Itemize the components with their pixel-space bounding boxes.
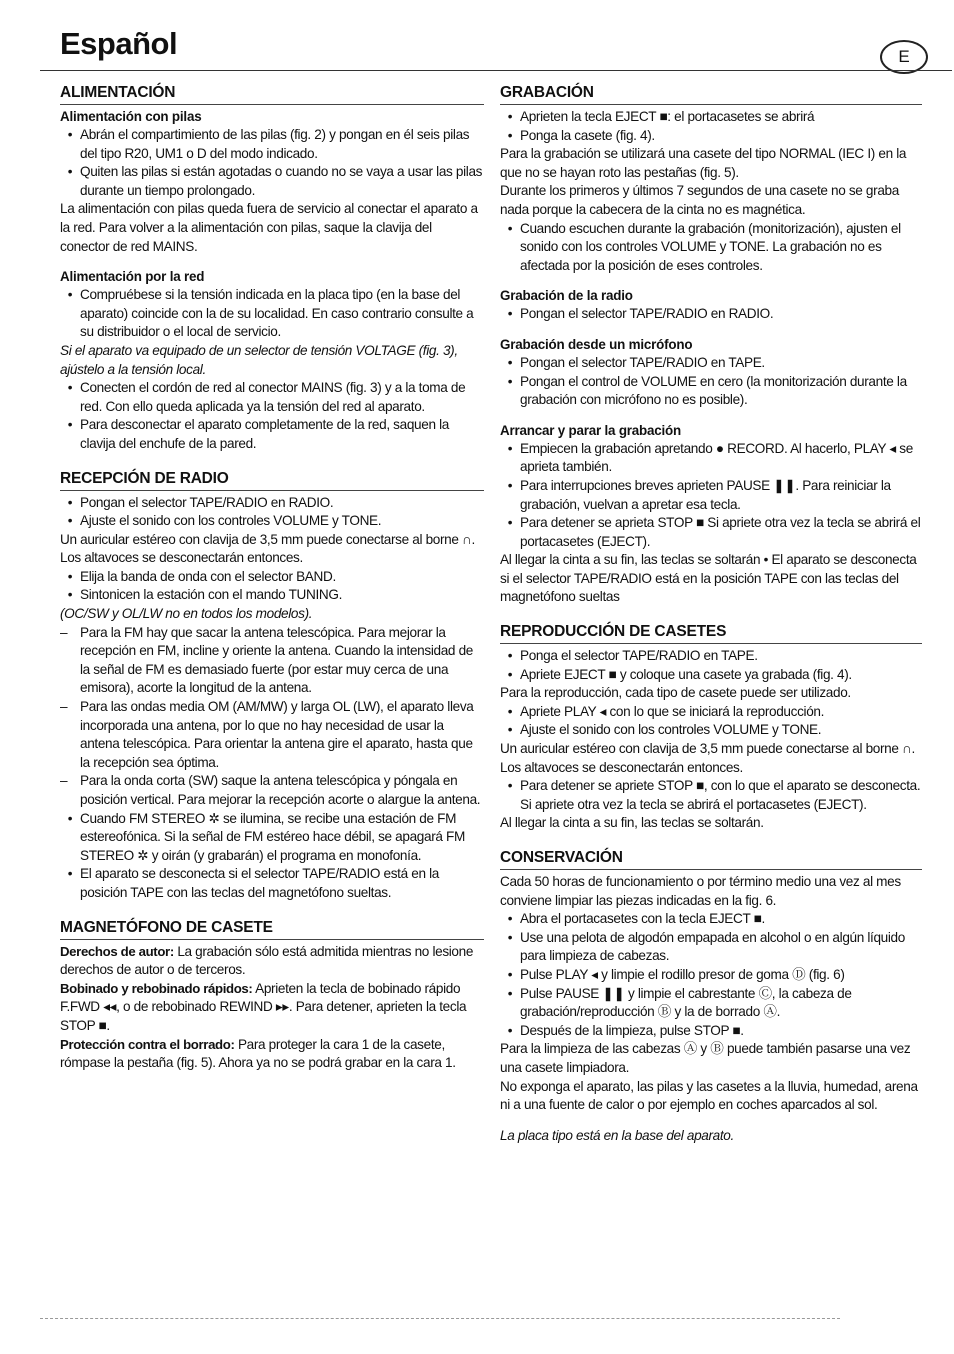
bullet-item: • Pulse PAUSE ❚❚ y limpie el cabrestante Ⓒ, la cabeza de grabación/reproducción Ⓑ y la de borrado Ⓐ.: [500, 985, 922, 1022]
bullet-item: • Abra el portacasetes con la tecla EJECT ■.: [500, 910, 922, 929]
section-grabacion: [500, 82, 922, 607]
language-badge-icon: E: [880, 40, 928, 74]
bullet-item: • Apriete EJECT ■ y coloque una casete ya grabada (fig. 4).: [500, 666, 922, 685]
inline-label: Protección contra el borrado:: [60, 1036, 235, 1052]
bullet-item: • Pongan el control de VOLUME en cero (la monitorización durante la grabación con micrófono no es posible).: [500, 373, 922, 410]
section-magnetofono: [60, 917, 484, 1073]
dash-item: – Para la FM hay que sacar la antena telescópica. Para mejorar la recepción en FM, incline y oriente la antena. Cuando la intensidad de la señal de FM es demasiado fuerte (por estar muy cerca de una emisora), acorte la longitud de la antena.: [60, 624, 484, 698]
bullet-item: • Pongan el selector TAPE/RADIO en RADIO.: [500, 305, 922, 324]
bullet-item: • Aprieten la tecla EJECT ■: el portacasetes se abrirá: [500, 108, 922, 127]
bullet-item: • Quiten las pilas si están agotadas o cuando no se vaya a usar las pilas durante un tiempo prolongado.: [60, 163, 484, 200]
paragraph: La alimentación con pilas queda fuera de servicio al conectar el aparato a la red. Para volver a la alimentación con pilas, saque la clavija del conector de red MAINS.: [60, 201, 478, 254]
inline-text: La grabación sólo está admitida mientras no lesione derechos de autor o de terceros.: [60, 943, 474, 978]
section-heading: ALIMENTACIÓN: [60, 82, 484, 105]
paragraph: No exponga el aparato, las pilas y las casetes a la lluvia, humedad, arena ni a una fuente de calor o por ejemplo en coches aparcados al sol.: [500, 1078, 918, 1113]
section-alimentacion: [60, 82, 484, 454]
paragraph: Cada 50 horas de funcionamiento o por término medio una vez al mes conviene limpiar las piezas indicadas en la fig. 6.: [500, 874, 901, 908]
bullet-item: • Para detener se aprieta STOP ■ Si apriete otra vez la tecla se abrirá el portacasetes (EJECT).: [500, 514, 922, 551]
inline-label: Derechos de autor:: [60, 943, 174, 959]
bullet-item: • Pongan el selector TAPE/RADIO en TAPE.: [500, 354, 922, 373]
bullet-item: • Empiecen la grabación apretando ● RECORD. Al hacerlo, PLAY ◂ se aprieta también.: [500, 440, 922, 477]
section-heading: GRABACIÓN: [500, 82, 922, 105]
dash-item: – Para las ondas media OM (AM/MW) y larga OL (LW), el aparato lleva incorporada una antena, por lo que no hay necesidad de usar la antena telescópica. Para orientar la antena gire el aparato, hasta que la recepción sea óptima.: [60, 698, 484, 772]
bullet-item: • Para desconectar el aparato completamente de la red, saquen la clavija del enchufe de la pared.: [60, 416, 484, 453]
page-title: Español: [60, 26, 178, 61]
paragraph: Al llegar la cinta a su fin, las teclas se soltarán • El aparato se desconecta si el selector TAPE/RADIO está en la posición TAPE con las teclas del magnetófono sueltas: [500, 552, 917, 605]
bullet-item: • Después de la limpieza, pulse STOP ■.: [500, 1022, 922, 1041]
inline-text: Aprieten la tecla de bobinado rápido F.FWD ◂◂, o de rebobinado REWIND ▸▸. Para detener, aprieten la tecla STOP ■.: [60, 980, 467, 1033]
bullet-item: • Cuando escuchen durante la grabación (monitorización), ajusten el sonido con los controles VOLUME y TONE. La grabación no es afectada por la posición de eses controles.: [500, 220, 922, 276]
paragraph: [60, 943, 484, 980]
bullet-item: • Ponga el selector TAPE/RADIO en TAPE.: [500, 647, 922, 666]
bullet-item: • Pongan el selector TAPE/RADIO en RADIO.: [60, 494, 484, 513]
italic-note: La placa tipo está en la base del aparato.: [500, 1127, 734, 1143]
paragraph: [60, 980, 484, 1036]
paragraph: Al llegar la cinta a su fin, las teclas se soltarán.: [500, 815, 764, 831]
bullet-item: • Compruébese si la tensión indicada en la placa tipo (en la base del aparato) coincide con la de su localidad. En caso contrario consulte a su distribuidor o el local de servicio.: [60, 286, 484, 342]
paragraph: Un auricular estéreo con clavija de 3,5 mm puede conectarse al borne ∩. Los altavoces se desconectarán entonces.: [60, 531, 475, 566]
bullet-item: • Para detener se apriete STOP ■, con lo que el aparato se desconecta. Si apriete otra vez la tecla se abrirá el portacasetes (EJECT).: [500, 777, 922, 814]
bullet-item: • Ponga la casete (fig. 4).: [500, 127, 922, 146]
dash-item: – Para la onda corta (SW) saque la antena telescópica y póngala en posición vertical. Para mejorar la recepción acorte o alargue la antena.: [60, 772, 484, 809]
inline-text: Para proteger la cara 1 de la casete, rómpase la pestaña (fig. 5). Ahora ya no se podrá grabar en la cara 1.: [60, 1036, 456, 1071]
bullet-item: • Conecten el cordón de red al conector MAINS (fig. 3) y a la toma de red. Con ello queda aplicada ya la tensión del red al aparato.: [60, 379, 484, 416]
section-heading: MAGNETÓFONO DE CASETE: [60, 917, 484, 940]
italic-note: (OC/SW y OL/LW no en todos los modelos).: [60, 606, 313, 622]
paragraph: Un auricular estéreo con clavija de 3,5 mm puede conectarse al borne ∩. Los altavoces se desconectarán entonces.: [500, 741, 915, 775]
inline-label: Bobinado y rebobinado rápidos:: [60, 980, 253, 996]
section-heading: CONSERVACIÓN: [500, 847, 922, 870]
paragraph: Durante los primeros y últimos 7 segundos de una casete no se graba nada porque la cabecera de la cinta no es magnética.: [500, 183, 899, 217]
bullet-item: • Ajuste el sonido con los controles VOLUME y TONE.: [500, 721, 922, 740]
section-conservacion: [500, 847, 922, 1145]
bullet-item: • Use una pelota de algodón empapada en alcohol o en algún líquido para limpieza de cabezas.: [500, 929, 922, 966]
title-divider: [40, 70, 952, 71]
section-radio: [60, 468, 484, 903]
bullet-item: • Pulse PLAY ◂ y limpie el rodillo presor de goma Ⓓ (fig. 6): [500, 966, 922, 985]
bullet-item: • Elija la banda de onda con el selector BAND.: [60, 568, 484, 587]
paragraph: Para la limpieza de las cabezas Ⓐ y Ⓑ puede también pasarse una vez una casete limpiadora.: [500, 1041, 911, 1075]
left-column: [60, 82, 484, 1087]
bullet-item: • Apriete PLAY ◂ con lo que se iniciará la reproducción.: [500, 703, 922, 722]
bullet-item: • Para interrupciones breves aprieten PAUSE ❚❚. Para reiniciar la grabación, vuelvan a apretar esa tecla.: [500, 477, 922, 514]
paragraph: Para la reproducción, cada tipo de casete puede ser utilizado.: [500, 685, 851, 701]
italic-note: Si el aparato va equipado de un selector de tensión VOLTAGE (fig. 3), ajústelo a la tensión local.: [60, 342, 458, 377]
right-column: [500, 82, 922, 1159]
subheading: Arrancar y parar la grabación: [500, 422, 682, 438]
bullet-item: • El aparato se desconecta si el selector TAPE/RADIO está en la posición TAPE con las teclas del magnetófono sueltas.: [60, 865, 484, 902]
bullet-item: • Ajuste el sonido con los controles VOLUME y TONE.: [60, 512, 484, 531]
subheading: Alimentación por la red: [60, 269, 205, 285]
section-heading: RECEPCIÓN DE RADIO: [60, 468, 484, 491]
bullet-item: • Sintonicen la estación con el mando TUNING.: [60, 586, 484, 605]
section-reproduccion: [500, 621, 922, 833]
subheading: Grabación de la radio: [500, 288, 633, 304]
subheading: Alimentación con pilas: [60, 109, 202, 124]
bottom-divider: [40, 1318, 840, 1319]
bullet-item: • Abrán el compartimiento de las pilas (fig. 2) y pongan en él seis pilas del tipo R20, UM1 o D del modo indicado.: [60, 126, 484, 163]
subheading: Grabación desde un micrófono: [500, 336, 693, 352]
paragraph: Para la grabación se utilizará una casete del tipo NORMAL (IEC I) en la que no se hayan roto las pestañas (fig. 5).: [500, 146, 907, 180]
paragraph: [60, 1036, 484, 1073]
bullet-item: • Cuando FM STEREO ✲ se ilumina, se recibe una estación de FM estereofónica. Si la señal de FM estéreo hace débil, se apagará FM STEREO ✲ y oirán (y grabarán) el programa en monofonía.: [60, 810, 484, 866]
section-heading: REPRODUCCIÓN DE CASETES: [500, 621, 922, 644]
